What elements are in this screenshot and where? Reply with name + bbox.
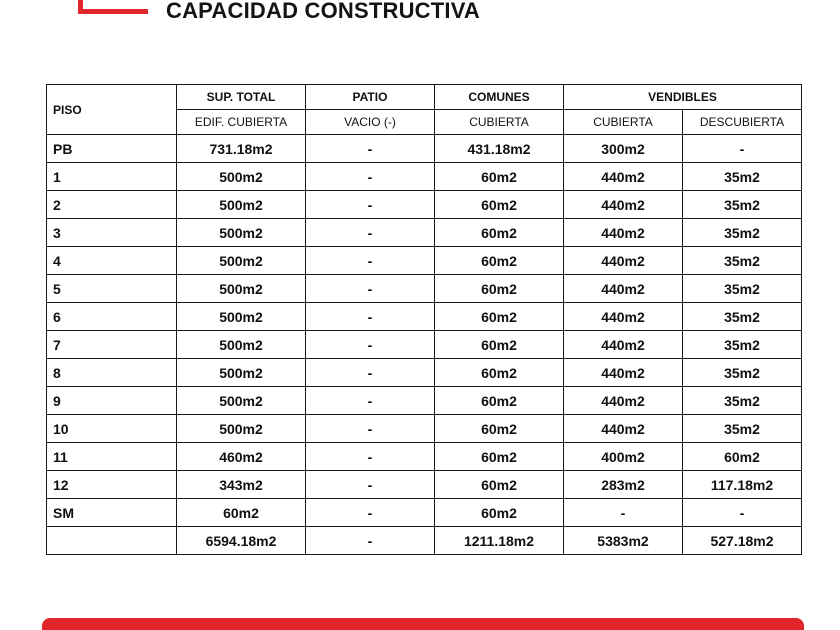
table-cell: 35m2 bbox=[683, 387, 802, 415]
table-cell-piso: 8 bbox=[47, 359, 177, 387]
table-cell-piso bbox=[47, 527, 177, 555]
subheader-vendibles-cubierta: CUBIERTA bbox=[564, 110, 683, 135]
table-row bbox=[47, 471, 802, 499]
table-cell: - bbox=[306, 247, 435, 275]
table-cell-piso: PB bbox=[47, 135, 177, 163]
table-cell: 60m2 bbox=[683, 443, 802, 471]
table-cell: 60m2 bbox=[435, 331, 564, 359]
table-cell-piso: 10 bbox=[47, 415, 177, 443]
logo-corner-mark bbox=[78, 0, 148, 14]
table-cell: 460m2 bbox=[177, 443, 306, 471]
subheader-vacio: VACIO (-) bbox=[306, 110, 435, 135]
table-cell: - bbox=[306, 191, 435, 219]
header-vendibles: VENDIBLES bbox=[564, 85, 802, 110]
table-cell: 60m2 bbox=[435, 275, 564, 303]
table-cell: 440m2 bbox=[564, 331, 683, 359]
table-row bbox=[47, 275, 802, 303]
table-cell: 300m2 bbox=[564, 135, 683, 163]
header-piso: PISO bbox=[47, 85, 177, 135]
header-sup-total: SUP. TOTAL bbox=[177, 85, 306, 110]
table-cell: - bbox=[683, 135, 802, 163]
table-cell: - bbox=[306, 219, 435, 247]
table-row bbox=[47, 163, 802, 191]
table-cell: 500m2 bbox=[177, 415, 306, 443]
table-cell: 35m2 bbox=[683, 163, 802, 191]
table-body bbox=[47, 135, 802, 555]
table-cell: - bbox=[306, 163, 435, 191]
table-cell: 500m2 bbox=[177, 163, 306, 191]
table-cell-piso: SM bbox=[47, 499, 177, 527]
table-cell: 440m2 bbox=[564, 163, 683, 191]
table-row bbox=[47, 247, 802, 275]
table-cell: 500m2 bbox=[177, 331, 306, 359]
table-cell: 500m2 bbox=[177, 275, 306, 303]
table-row bbox=[47, 303, 802, 331]
table-row bbox=[47, 331, 802, 359]
table-cell: 60m2 bbox=[435, 415, 564, 443]
table-row bbox=[47, 443, 802, 471]
table-cell: 440m2 bbox=[564, 415, 683, 443]
subheader-comunes-cubierta: CUBIERTA bbox=[435, 110, 564, 135]
table-cell: 1211.18m2 bbox=[435, 527, 564, 555]
table-cell: - bbox=[306, 275, 435, 303]
table-cell: 60m2 bbox=[435, 247, 564, 275]
table-row bbox=[47, 191, 802, 219]
table-cell: 35m2 bbox=[683, 219, 802, 247]
table-row bbox=[47, 415, 802, 443]
subheader-vendibles-descubierta: DESCUBIERTA bbox=[683, 110, 802, 135]
table-cell-piso: 1 bbox=[47, 163, 177, 191]
table-cell: 500m2 bbox=[177, 359, 306, 387]
table-cell: 440m2 bbox=[564, 387, 683, 415]
table-cell: - bbox=[306, 443, 435, 471]
table-cell: - bbox=[683, 499, 802, 527]
table-cell: 500m2 bbox=[177, 303, 306, 331]
table-cell: - bbox=[306, 303, 435, 331]
table-cell: 283m2 bbox=[564, 471, 683, 499]
table-cell: 6594.18m2 bbox=[177, 527, 306, 555]
table-cell: - bbox=[306, 331, 435, 359]
table-cell: 440m2 bbox=[564, 191, 683, 219]
table-cell-piso: 7 bbox=[47, 331, 177, 359]
table-cell-piso: 11 bbox=[47, 443, 177, 471]
table-cell: - bbox=[564, 499, 683, 527]
table-cell: 117.18m2 bbox=[683, 471, 802, 499]
table-cell: 440m2 bbox=[564, 247, 683, 275]
table-cell: 35m2 bbox=[683, 359, 802, 387]
table-cell: 500m2 bbox=[177, 191, 306, 219]
table-row bbox=[47, 359, 802, 387]
table-cell: - bbox=[306, 359, 435, 387]
table-cell: 500m2 bbox=[177, 219, 306, 247]
table-cell: 35m2 bbox=[683, 191, 802, 219]
table-row bbox=[47, 135, 802, 163]
table-cell: 60m2 bbox=[435, 471, 564, 499]
table-cell: 60m2 bbox=[177, 499, 306, 527]
table-cell: 60m2 bbox=[435, 219, 564, 247]
table-cell: - bbox=[306, 415, 435, 443]
table-cell-piso: 9 bbox=[47, 387, 177, 415]
table-cell: 440m2 bbox=[564, 303, 683, 331]
table-cell: 500m2 bbox=[177, 387, 306, 415]
table-cell: - bbox=[306, 135, 435, 163]
header-patio: PATIO bbox=[306, 85, 435, 110]
table-cell: 5383m2 bbox=[564, 527, 683, 555]
table-cell: 35m2 bbox=[683, 415, 802, 443]
table-cell-piso: 2 bbox=[47, 191, 177, 219]
subheader-edif-cubierta: EDIF. CUBIERTA bbox=[177, 110, 306, 135]
table-cell: 35m2 bbox=[683, 275, 802, 303]
table-cell: 35m2 bbox=[683, 247, 802, 275]
table-cell: 527.18m2 bbox=[683, 527, 802, 555]
table-cell: - bbox=[306, 499, 435, 527]
table-cell-piso: 3 bbox=[47, 219, 177, 247]
table-header-row-top bbox=[47, 85, 802, 110]
table-cell: 440m2 bbox=[564, 359, 683, 387]
table-cell-piso: 5 bbox=[47, 275, 177, 303]
header-comunes: COMUNES bbox=[435, 85, 564, 110]
table-cell: 440m2 bbox=[564, 219, 683, 247]
table-row bbox=[47, 219, 802, 247]
table-cell: 35m2 bbox=[683, 303, 802, 331]
table-row bbox=[47, 387, 802, 415]
table-cell: 60m2 bbox=[435, 359, 564, 387]
table-cell-piso: 12 bbox=[47, 471, 177, 499]
table-cell: 731.18m2 bbox=[177, 135, 306, 163]
capacity-table bbox=[46, 84, 802, 555]
table-cell: 60m2 bbox=[435, 499, 564, 527]
table-cell: - bbox=[306, 471, 435, 499]
table-cell: 440m2 bbox=[564, 275, 683, 303]
table-cell: - bbox=[306, 387, 435, 415]
table-cell: 400m2 bbox=[564, 443, 683, 471]
table-cell-piso: 4 bbox=[47, 247, 177, 275]
page-title: CAPACIDAD CONSTRUCTIVA bbox=[166, 0, 481, 23]
table-cell: 343m2 bbox=[177, 471, 306, 499]
table-cell: - bbox=[306, 527, 435, 555]
table-cell: 500m2 bbox=[177, 247, 306, 275]
table-cell-piso: 6 bbox=[47, 303, 177, 331]
table-row bbox=[47, 499, 802, 527]
table-cell: 60m2 bbox=[435, 387, 564, 415]
table-cell: 60m2 bbox=[435, 303, 564, 331]
table-cell: 35m2 bbox=[683, 331, 802, 359]
table-cell: 60m2 bbox=[435, 191, 564, 219]
table-cell: 431.18m2 bbox=[435, 135, 564, 163]
table-row bbox=[47, 527, 802, 555]
footer-accent-bar bbox=[42, 618, 804, 630]
table-cell: 60m2 bbox=[435, 443, 564, 471]
table-cell: 60m2 bbox=[435, 163, 564, 191]
